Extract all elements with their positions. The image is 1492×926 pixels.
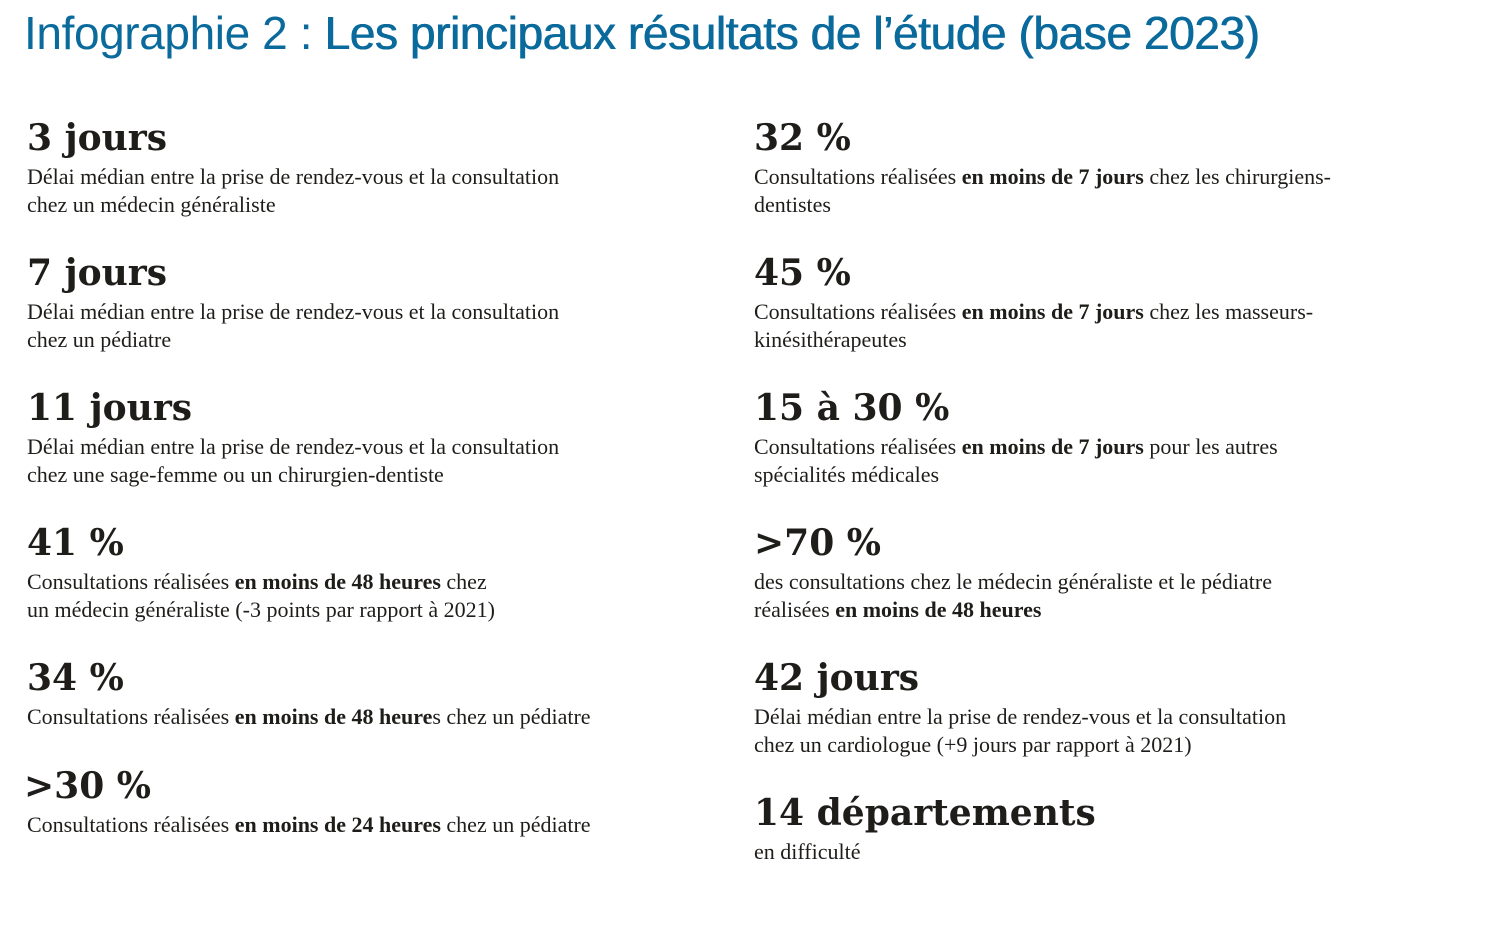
page-title [24,6,1260,60]
stat-text: pour les autres [1143,434,1278,459]
stat-figure: 45 % [754,252,851,294]
stat-text: chez [440,569,487,594]
stat-line [27,703,727,731]
stat-line [754,298,1474,326]
stat-text: Consultations réalisées [27,812,235,837]
stat-block [754,656,1474,791]
left-column [24,116,727,899]
stat-description [754,703,1474,759]
stat-block [754,251,1474,386]
stat-line: kinésithérapeutes [754,327,907,352]
stat-line: dentistes [754,192,831,217]
stat-line: chez un pédiatre [27,327,172,352]
stat-description [754,433,1474,489]
stat-line: chez un cardiologue (+9 jours par rapport à 2021) [754,732,1192,757]
stat-text: s chez un pédiatre [432,704,591,729]
stat-line: Délai médian entre la prise de rendez-vous et la consultation [27,299,560,324]
stat-emphasis: en moins de 7 jours [961,299,1144,324]
stat-text: Consultations réalisées [27,569,235,594]
stat-line [754,433,1474,461]
stat-description [27,811,727,839]
stat-figure: 3 jours [27,117,168,159]
stat-emphasis: en moins de 7 jours [961,164,1144,189]
stat-line: en difficulté [754,839,861,864]
stat-emphasis: en moins de 48 heures [234,569,441,594]
stat-description [754,838,1474,866]
stat-text: Consultations réalisées [754,299,962,324]
stat-block [27,521,727,656]
stat-text: Consultations réalisées [27,704,235,729]
stat-line: spécialités médicales [754,462,940,487]
stat-block [754,521,1474,656]
stat-emphasis: en moins de 48 heures [835,597,1042,622]
stat-description [754,568,1474,624]
stat-text: réalisées [754,597,836,622]
title-main: Les principaux résultats de l’étude (base 2023) [324,7,1260,59]
stat-text: Consultations réalisées [754,164,962,189]
stat-line [754,163,1474,191]
stat-description [27,703,727,731]
stat-block [24,764,727,899]
stat-description [754,298,1474,354]
stat-figure: 14 départements [754,792,1096,834]
stat-emphasis: en moins de 48 heure [234,704,433,729]
stat-line [27,811,727,839]
stat-description [27,433,727,489]
stat-description [754,163,1474,219]
stat-figure: 34 % [27,657,124,699]
stat-block [754,116,1474,251]
stat-description [27,298,727,354]
stat-figure: 41 % [27,522,124,564]
stat-figure: 42 jours [754,657,920,699]
stat-line: un médecin généraliste (-3 points par rapport à 2021) [27,597,495,622]
stat-text: chez un pédiatre [440,812,591,837]
stat-line: Délai médian entre la prise de rendez-vous et la consultation [754,704,1287,729]
stat-figure: >30 % [24,765,152,807]
stat-emphasis: en moins de 24 heures [234,812,441,837]
stat-block [27,251,727,386]
stat-figure: 32 % [754,117,851,159]
stat-block [27,386,727,521]
stat-block [754,386,1474,521]
stat-line [27,568,727,596]
stat-figure: 11 jours [27,387,193,429]
stat-text: Consultations réalisées [754,434,962,459]
stat-line [754,596,1474,624]
stat-block [754,791,1474,926]
stat-text: chez les masseurs- [1143,299,1314,324]
stat-description [27,568,727,624]
stat-line: Délai médian entre la prise de rendez-vous et la consultation [27,434,560,459]
stat-figure: >70 % [754,522,882,564]
stat-figure: 7 jours [27,252,168,294]
stat-block [27,116,727,251]
stat-line: chez une sage-femme ou un chirurgien-dentiste [27,462,444,487]
stat-text: chez les chirurgiens- [1143,164,1332,189]
stat-figure: 15 à 30 % [754,387,950,429]
stat-line: chez un médecin généraliste [27,192,276,217]
right-column [754,116,1474,926]
stat-line: des consultations chez le médecin généraliste et le pédiatre [754,569,1272,594]
title-prefix: Infographie 2 : [24,7,325,59]
stat-description [27,163,727,219]
stat-line: Délai médian entre la prise de rendez-vous et la consultation [27,164,560,189]
stat-emphasis: en moins de 7 jours [961,434,1144,459]
stat-block [27,656,727,764]
